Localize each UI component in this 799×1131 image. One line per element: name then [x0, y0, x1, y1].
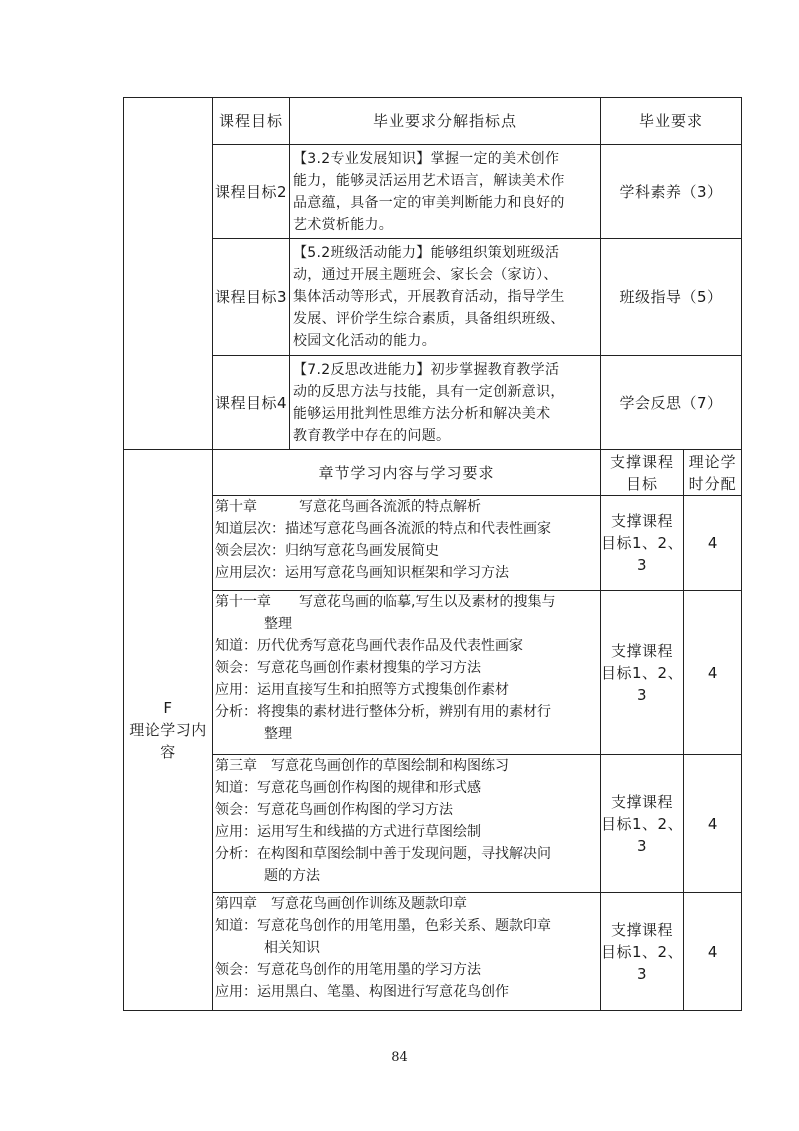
header-hours — [684, 450, 742, 496]
support-line: 支撑课程 — [611, 641, 674, 660]
chapter-content-cell — [213, 496, 601, 591]
indicator-line: 【7.2反思改进能力】初步掌握教育教学活 — [293, 361, 560, 378]
chapter-line: 相关知识 — [264, 940, 320, 956]
chapter-row — [124, 893, 742, 1011]
indicator-line: 艺术赏析能力。 — [293, 216, 394, 233]
section-label-line: 理论学习内 — [129, 721, 207, 739]
goal-cell: 课程目标4 — [213, 356, 290, 450]
chapter-line: 领会层次：归纳写意花鸟画发展简史 — [215, 543, 439, 559]
support-cell — [601, 755, 684, 893]
indicator-line: 动，通过开展主题班会、家长会（家访）、 — [293, 267, 558, 283]
support-line: 目标1、2、 — [601, 814, 684, 833]
section-label-line: 容 — [160, 743, 176, 761]
support-cell — [601, 591, 684, 755]
support-line: 3 — [637, 685, 648, 704]
indicator-line: 能力，能够灵活运用艺术语言，解读美术作 — [293, 172, 565, 189]
page-number: 84 — [391, 1050, 408, 1065]
header-hours-line: 时分配 — [688, 474, 737, 493]
chapter-line: 整理 — [264, 726, 292, 742]
indicator-cell — [290, 239, 601, 356]
outcome-row — [124, 239, 742, 356]
chapter-line: 领会：写意花鸟画创作素材搜集的学习方法 — [215, 660, 481, 676]
chapter-content-cell — [213, 893, 601, 1011]
hours-cell: 4 — [684, 496, 742, 591]
indicator-line: 【3.2专业发展知识】掌握一定的美术创作 — [293, 150, 560, 167]
indicator-line: 教育教学中存在的问题。 — [293, 427, 451, 444]
chapter-line: 第十一章 写意花鸟画的临摹,写生以及素材的搜集与 — [215, 594, 556, 610]
requirement-cell: 班级指导（5） — [601, 239, 742, 356]
requirement-cell: 学会反思（7） — [601, 356, 742, 450]
indicator-line: 校园文化活动的能力。 — [293, 333, 436, 349]
chapter-content-cell — [213, 591, 601, 755]
chapter-row — [124, 755, 742, 893]
chapter-line: 应用：运用黑白、笔墨、构图进行写意花鸟创作 — [215, 984, 509, 1000]
chapter-line: 第十章 写意花鸟画各流派的特点解析 — [215, 499, 481, 515]
support-line: 3 — [637, 836, 648, 855]
support-line: 支撑课程 — [611, 920, 674, 939]
chapter-line: 知道：历代优秀写意花鸟画代表作品及代表性画家 — [215, 638, 523, 654]
header-support — [601, 450, 684, 496]
hours-cell: 4 — [684, 591, 742, 755]
support-line: 3 — [637, 964, 648, 983]
outcome-row — [124, 145, 742, 239]
blank-left-cell — [124, 98, 213, 450]
indicator-cell — [290, 356, 601, 450]
chapter-line: 第四章 写意花鸟画创作训练及题款印章 — [215, 896, 467, 912]
chapter-line: 整理 — [264, 616, 292, 632]
chapter-row — [124, 591, 742, 755]
support-cell — [601, 496, 684, 591]
hours-cell: 4 — [684, 893, 742, 1011]
chapter-line: 第三章 写意花鸟画创作的草图绘制和构图练习 — [215, 758, 509, 774]
chapter-line: 应用：运用直接写生和拍照等方式搜集创作素材 — [215, 682, 509, 698]
chapter-line: 分析：在构图和草图绘制中善于发现问题，寻找解决问 — [215, 846, 551, 862]
indicator-line: 发展、评价学生综合素质，具备组织班级、 — [293, 311, 565, 327]
header-indicator: 毕业要求分解指标点 — [290, 98, 601, 145]
support-line: 目标1、2、 — [601, 942, 684, 961]
chapter-line: 领会：写意花鸟画创作构图的学习方法 — [215, 802, 453, 818]
chapter-line: 知道层次：描述写意花鸟画各流派的特点和代表性画家 — [215, 521, 551, 537]
requirement-cell: 学科素养（3） — [601, 145, 742, 239]
header-content: 章节学习内容与学习要求 — [213, 450, 601, 496]
support-cell — [601, 893, 684, 1011]
indicator-line: 动的反思方法与技能，具有一定创新意识， — [293, 383, 565, 400]
support-line: 3 — [637, 556, 648, 574]
chapter-line: 分析：将搜集的素材进行整体分析，辨别有用的素材行 — [215, 704, 551, 720]
chapter-line: 应用层次：运用写意花鸟画知识框架和学习方法 — [215, 565, 509, 581]
section-label-line: F — [163, 699, 173, 717]
chapter-line: 知道：写意花鸟创作的用笔用墨，色彩关系、题款印章 — [215, 918, 551, 934]
hours-cell: 4 — [684, 755, 742, 893]
chapter-content-cell — [213, 755, 601, 893]
outcome-row — [124, 356, 742, 450]
header-support-line: 目标 — [626, 474, 659, 493]
chapter-line: 题的方法 — [264, 868, 320, 884]
chapter-row — [124, 496, 742, 591]
indicator-cell — [290, 145, 601, 239]
indicator-line: 品意蕴，具备一定的审美判断能力和良好的 — [293, 194, 565, 211]
goal-cell: 课程目标2 — [213, 145, 290, 239]
syllabus-table — [123, 97, 742, 1011]
support-line: 目标1、2、 — [601, 663, 684, 682]
chapter-line: 应用：运用写生和线描的方式进行草图绘制 — [215, 824, 481, 840]
support-line: 目标1、2、 — [601, 534, 684, 552]
header-requirement: 毕业要求 — [601, 98, 742, 145]
indicator-line: 【5.2班级活动能力】能够组织策划班级活 — [293, 245, 560, 261]
indicator-line: 能够运用批判性思维方法分析和解决美术 — [293, 405, 551, 422]
header-hours-line: 理论学 — [688, 452, 737, 471]
section-label-cell — [124, 450, 213, 1011]
chapter-line: 领会：写意花鸟创作的用笔用墨的学习方法 — [215, 962, 481, 978]
header-goal: 课程目标 — [213, 98, 290, 145]
support-line: 支撑课程 — [611, 512, 674, 530]
chapter-line: 知道：写意花鸟画创作构图的规律和形式感 — [215, 780, 481, 796]
header-support-line: 支撑课程 — [610, 452, 675, 471]
indicator-line: 集体活动等形式，开展教育活动，指导学生 — [293, 289, 565, 305]
support-line: 支撑课程 — [611, 792, 674, 811]
goal-cell: 课程目标3 — [213, 239, 290, 356]
